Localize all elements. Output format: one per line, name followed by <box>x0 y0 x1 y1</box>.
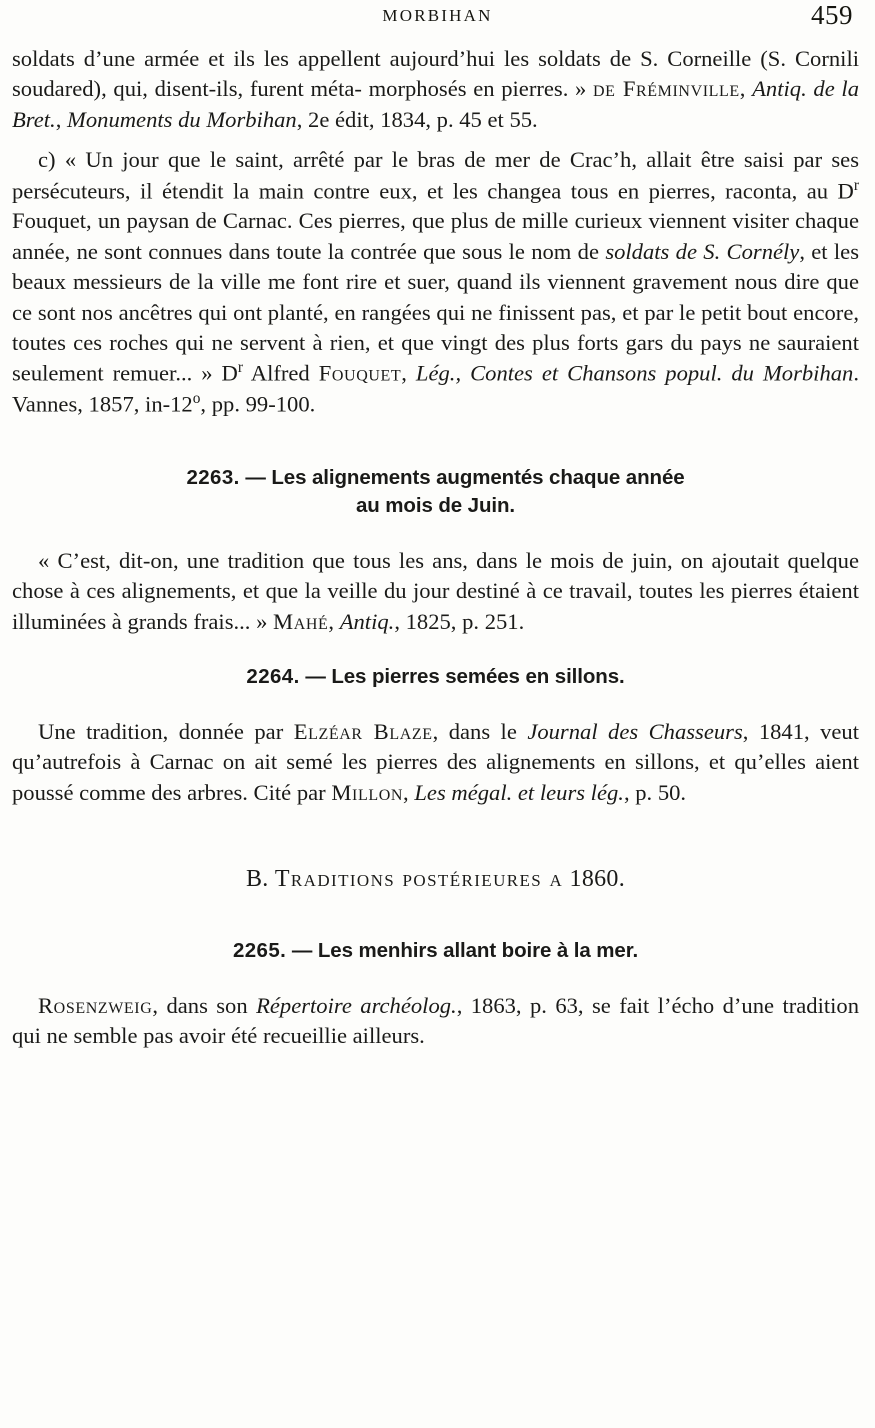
para-2263-text-3: , 1825, p. 251. <box>394 608 525 634</box>
text-line-3-post: , <box>55 106 62 132</box>
citation-title-monuments: Monuments du Morbihan <box>67 106 297 132</box>
spacer <box>12 893 859 937</box>
para-c-text-7: , pp. 99-100. <box>200 391 316 417</box>
paragraph-2263 <box>12 546 859 637</box>
para-2263-text-2: , <box>328 608 340 634</box>
spacer <box>12 965 859 991</box>
citation-title-leg-contes: Lég., Contes et Chansons popul. du Morbihan <box>415 360 854 386</box>
para-2264-text-1: Une tradition, donnée par <box>38 718 294 744</box>
citation-author-freminville: de Fréminville <box>593 76 740 102</box>
section-heading-2264 <box>12 663 859 691</box>
para-c-text-2: Fouquet, un paysan de Carnac. Ces pierres, que plus de mille curieux viennent visiter chaque année, ne sont connues dans toute la contrée que sous le nom de <box>12 208 859 264</box>
text-line-4-post: , 2e édit, 1834, p. 45 et 55. <box>296 106 538 132</box>
para-c-text-1: c) « Un jour que le saint, arrêté par le bras de mer de Crac’h, allait être saisi par ses persécuteurs, il étendit la main contre eux, et les changea tous en pierres, raconta, au D <box>12 147 859 204</box>
text-line-2: S. Corneille (S. Cornili soudared), qui, disent-ils, furent méta- <box>12 46 859 102</box>
para-c-text-4: Alfred <box>243 360 319 386</box>
citation-author-rosenzweig: Rosenzweig <box>38 992 153 1018</box>
paragraph-2265 <box>12 991 859 1052</box>
para-2265-text-2: , 1863, p. 63, se fait l’écho d’une tradition qui ne semble pas avoir été recueillie ailleurs. <box>12 992 859 1049</box>
citation-title-journal-des-chasseurs: Journal des Chasseurs <box>527 718 743 744</box>
spacer <box>12 691 859 717</box>
paragraph-b-continuation <box>12 44 859 135</box>
part-title: Traditions postérieures a <box>274 865 564 892</box>
para-c-text-6: . Vannes, 1857, in-12 <box>12 360 859 417</box>
para-2264-text-5: , p. 50. <box>623 779 687 805</box>
em-dash: — <box>291 938 313 962</box>
citation-title-repertoire: Répertoire archéolog. <box>256 992 457 1018</box>
section-number-2265: 2265. <box>232 938 287 962</box>
paragraph-c <box>12 145 859 420</box>
text-line-3-pre: morphosés en pierres. » <box>368 76 594 102</box>
em-dash: — <box>305 664 326 688</box>
part-heading-b <box>12 866 859 893</box>
superscript-o: o <box>192 390 201 408</box>
text-line-3-mid: , <box>739 76 753 102</box>
italic-soldats-de-s-cornely: soldats de S. Cornély <box>605 238 800 264</box>
running-head <box>22 0 853 40</box>
para-2264-text-3: , 1841, veut qu’autrefois à Carnac on ait semé les pierres des alignements en sillons, et qu’elles aient poussé comme des arbres. Cité par <box>12 718 860 805</box>
section-title-2263-line2: au mois de Juin. <box>355 493 516 517</box>
spacer <box>12 420 859 464</box>
citation-author-millon: Millon <box>331 779 404 805</box>
citation-author-mahe: Mahé <box>273 608 329 634</box>
part-year: 1860. <box>563 865 626 892</box>
superscript-r-2: r <box>237 359 243 377</box>
citation-title-antiq-bret: Antiq. de la Bret. <box>12 76 860 132</box>
para-2264-text-4: , <box>403 779 415 805</box>
page-body <box>12 44 859 1052</box>
citation-author-elzear-blaze: Elzéar Blaze <box>293 718 433 744</box>
paragraph-2264 <box>12 717 859 808</box>
section-number-2263: 2263. <box>186 466 240 490</box>
part-letter: B. <box>245 865 275 892</box>
para-2264-text-2: , dans le <box>432 718 528 744</box>
page-header-title: MORBIHAN <box>382 6 493 25</box>
section-title-2264: Les pierres semées en sillons. <box>331 664 625 688</box>
citation-author-fouquet: Fouquet <box>318 360 402 386</box>
para-2265-text-1: , dans son <box>152 992 257 1018</box>
spacer <box>12 637 859 663</box>
section-number-2264: 2264. <box>246 664 300 688</box>
para-c-text-5: , <box>401 360 416 386</box>
page-number: 459 <box>811 0 853 30</box>
section-title-2263-line1: Les alignements augmentés chaque année <box>271 466 685 490</box>
spacer <box>12 520 859 546</box>
em-dash: — <box>245 466 266 490</box>
spacer <box>12 808 859 866</box>
section-title-2265: Les menhirs allant boire à la mer. <box>317 938 639 962</box>
citation-title-les-megal: Les mégal. et leurs lég. <box>414 779 624 805</box>
section-heading-2263 <box>12 464 859 520</box>
text-line-1: soldats d’une armée et ils les appellent aujourd’hui les soldats de <box>12 46 632 71</box>
para-2263-text-1: « C’est, dit-on, une tradition que tous les ans, dans le mois de juin, on ajoutait quelque chose à ces alignements, et que la veille du jour destiné à ce travail, toutes les pierres étaient illuminées à grands frais... » <box>12 547 859 634</box>
section-heading-2265 <box>12 937 859 965</box>
para-c-text-3: , et les beaux messieurs de la ville me font rire et suer, quand ils viennent gravement nous dire que ce sont nos ancêtres qui ont planté, en rangées qui ne finissent pas, et par le petit bout encore, toutes ces roches qui ne servent à rien, et que vingt des plus forts gars du pays ne sauraient seulement remuer... » D <box>12 238 859 386</box>
superscript-r-1: r <box>853 176 859 194</box>
citation-title-antiq: Antiq. <box>339 608 395 634</box>
spacer <box>12 135 859 145</box>
